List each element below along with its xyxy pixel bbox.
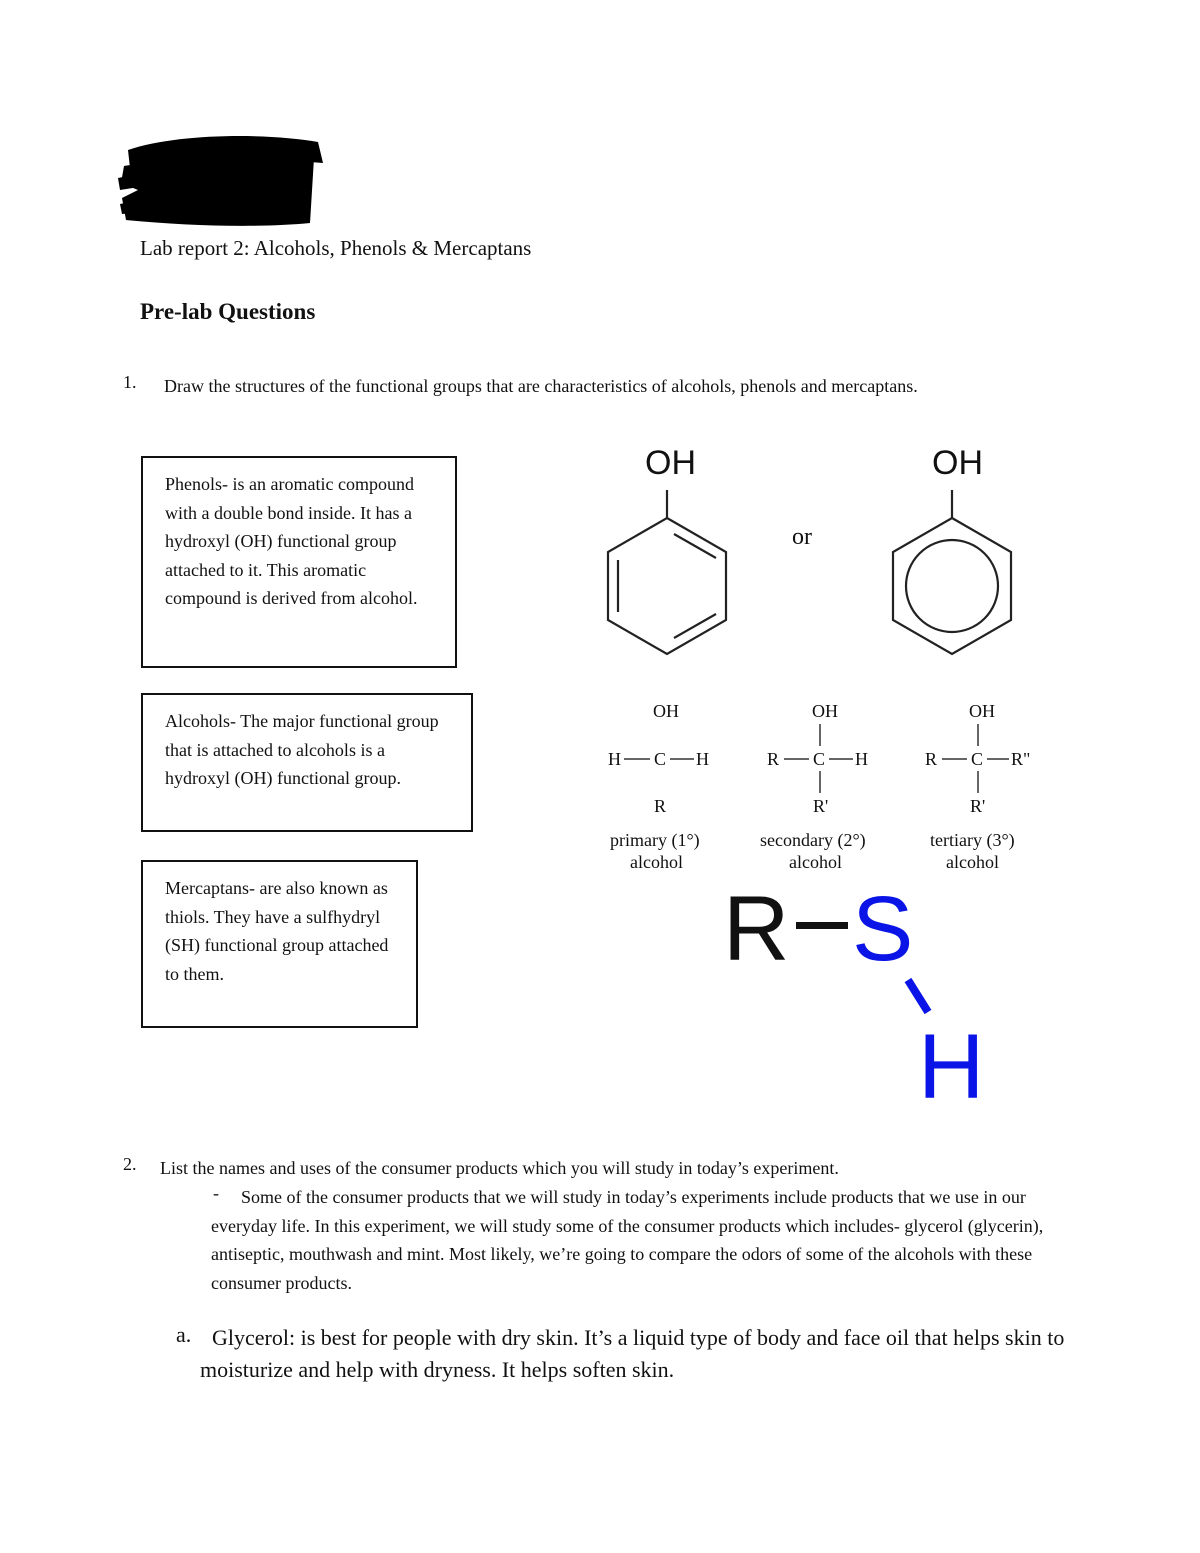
alcohols-text: Alcohols- The major functional group that is attached to alcohols is a hydroxyl (OH) functional group. — [165, 711, 439, 788]
phenol-structure-circle — [893, 490, 1011, 654]
mercaptans-box — [141, 860, 418, 1028]
phenols-box — [141, 456, 457, 668]
tertiary-label-1: tertiary (3°) — [930, 830, 1015, 850]
alcohols-box — [141, 693, 473, 832]
tertiary-bottom: R' — [970, 796, 986, 816]
secondary-center: C — [813, 749, 826, 769]
tertiary-left: R — [925, 749, 938, 769]
phenol-oh-right-label: OH — [932, 444, 983, 482]
thiol-s-h-bond — [908, 980, 928, 1012]
secondary-label-1: secondary (2°) — [760, 830, 866, 850]
question-2-text: List the names and uses of the consumer products which you will study in today’s experiment. — [160, 1158, 839, 1178]
phenol-structure-kekule — [608, 490, 726, 654]
thiol-structure — [723, 878, 984, 1110]
redaction-mark — [118, 128, 328, 230]
primary-center: C — [654, 749, 667, 769]
primary-left: H — [608, 749, 621, 769]
answer-dash: - — [213, 1183, 219, 1203]
question-1-text: Draw the structures of the functional groups that are characteristics of alcohols, phenols and mercaptans. — [164, 376, 918, 396]
secondary-right: H — [855, 749, 868, 769]
functional-groups-diagram — [560, 430, 1060, 1110]
thiol-s: S — [852, 878, 914, 980]
mercaptans-text: Mercaptans- are also known as thiols. They have a sulfhydryl (SH) functional group attached to them. — [165, 878, 389, 984]
secondary-bottom: R' — [813, 796, 829, 816]
primary-oh: OH — [653, 701, 679, 721]
secondary-label-2: alcohol — [789, 852, 842, 872]
question-2-number: 2. — [123, 1154, 137, 1174]
tertiary-oh: OH — [969, 701, 995, 721]
secondary-oh: OH — [812, 701, 838, 721]
section-heading: Pre-lab Questions — [140, 299, 316, 324]
tertiary-center: C — [971, 749, 984, 769]
thiol-h: H — [918, 1016, 985, 1110]
question-2-answer: Some of the consumer products that we will study in today’s experiments include products that we use in our everyday life. In this experiment, we will study some of the consumer products which includes- glycerol (glycerin), antiseptic, mouthwash and mint. Most likely, we’re going to compare the odors of some of the alcohols with these consumer products. — [211, 1187, 1044, 1293]
phenols-text: Phenols- is an aromatic compound with a double bond inside. It has a hydroxyl (OH) functional group attached to it. This aromatic compound is derived from alcohol. — [165, 474, 418, 608]
secondary-left: R — [767, 749, 780, 769]
primary-label-1: primary (1°) — [610, 830, 700, 850]
item-a-text: Glycerol: is best for people with dry skin. It’s a liquid type of body and face oil that helps skin to moisturize and help with dryness. It helps soften skin. — [200, 1325, 1065, 1382]
primary-bottom: R — [654, 796, 667, 816]
thiol-r-s-bond — [796, 922, 848, 929]
thiol-r: R — [723, 878, 790, 980]
tertiary-label-2: alcohol — [946, 852, 999, 872]
secondary-alcohol — [760, 701, 868, 872]
primary-right: H — [696, 749, 709, 769]
item-a-letter: a. — [176, 1322, 192, 1347]
phenol-oh-left-label: OH — [645, 444, 696, 482]
phenol-or-label: or — [792, 524, 812, 550]
primary-alcohol — [608, 701, 709, 872]
tertiary-right: R" — [1011, 749, 1031, 769]
question-1-number: 1. — [123, 372, 137, 392]
report-title: Lab report 2: Alcohols, Phenols & Mercaptans — [140, 236, 532, 260]
primary-label-2: alcohol — [630, 852, 683, 872]
